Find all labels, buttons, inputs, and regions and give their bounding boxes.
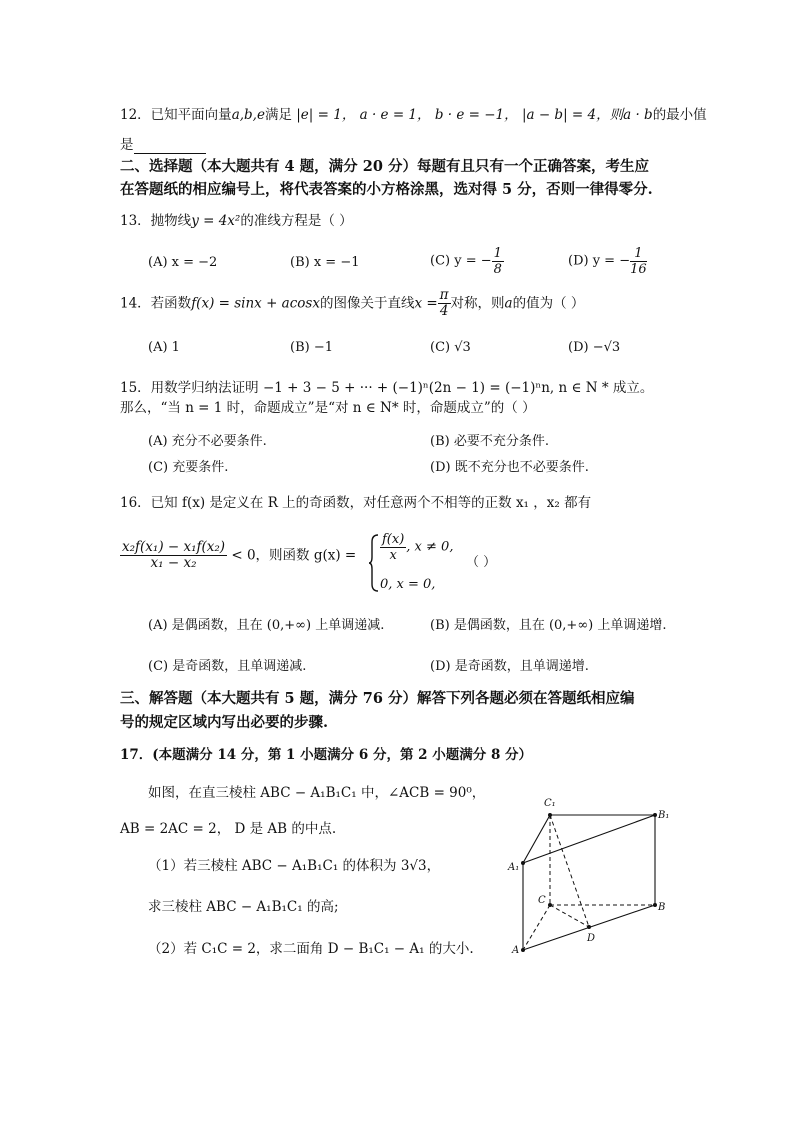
q14-line-x: x = bbox=[414, 295, 438, 312]
q12-tail: 的最小值 bbox=[652, 107, 707, 123]
vertex-b1 bbox=[653, 813, 657, 817]
label-a: A bbox=[512, 945, 520, 956]
q13-c-den: 8 bbox=[493, 262, 502, 277]
q12-satisfy: 满足 bbox=[264, 107, 292, 123]
q12-target: a · b bbox=[623, 107, 653, 123]
q13-c-num: 1 bbox=[493, 246, 502, 261]
piecewise-brace bbox=[368, 534, 380, 592]
q13-option-c bbox=[430, 246, 504, 277]
q17-part1b: 求三棱柱 ABC − A₁B₁C₁ 的高; bbox=[148, 899, 339, 915]
edge-c-a-hidden bbox=[523, 905, 550, 950]
q13-option-d-label: (D) y = − bbox=[568, 253, 631, 269]
vertex-a bbox=[521, 948, 525, 952]
answer-blank bbox=[134, 139, 206, 154]
q14-option-d: (D) −√3 bbox=[568, 340, 621, 355]
q16-case1-fraction bbox=[380, 532, 406, 563]
section3-line1: 三、解答题（本大题共有 5 题，满分 76 分）解答下列各题必须在答题纸相应编 bbox=[120, 690, 635, 707]
q13-stem bbox=[120, 212, 353, 230]
label-d: D bbox=[587, 933, 596, 944]
edge-c1-a1 bbox=[523, 815, 550, 863]
q13-option-a: (A) x = −2 bbox=[148, 255, 218, 270]
q16-condition bbox=[120, 540, 356, 571]
q14-func: f(x) = sinx + acosx bbox=[191, 295, 320, 312]
q12-prefix: 12．已知平面向量 bbox=[120, 107, 232, 123]
q17-given: AB = 2AC = 2， D 是 AB 的中点. bbox=[120, 821, 337, 837]
q16-paren: （ ） bbox=[466, 555, 497, 570]
q14-stem bbox=[120, 288, 584, 319]
q15-option-c: (C) 充要条件. bbox=[148, 460, 229, 475]
q13-d-den: 16 bbox=[630, 262, 647, 277]
q16-option-b: (B) 是偶函数，且在 (0,+∞) 上单调递增. bbox=[430, 618, 667, 633]
q16-option-d: (D) 是奇函数，且单调递增. bbox=[430, 659, 589, 674]
q14-pi-den: 4 bbox=[439, 303, 449, 319]
q13-option-c-label: (C) y = − bbox=[430, 253, 492, 269]
q15-line1: 15．用数学归纳法证明 −1 + 3 − 5 + ··· + (−1)ⁿ(2n − 1) = (−1)ⁿn, n ∈ N * 成立。 bbox=[120, 380, 654, 396]
q12-line2 bbox=[120, 136, 206, 154]
vertex-c bbox=[548, 903, 552, 907]
label-b: B bbox=[658, 902, 666, 913]
q16-case1-cond: , x ≠ 0, bbox=[406, 539, 454, 555]
q13-option-b: (B) x = −1 bbox=[290, 255, 360, 270]
q13-option-d bbox=[568, 246, 647, 277]
label-c1: C₁ bbox=[544, 798, 556, 809]
q14-pi-fraction bbox=[438, 288, 451, 319]
section2-line2: 在答题纸的相应编号上，将代表答案的小方格涂黑，选对得 5 分，否则一律得零分. bbox=[120, 181, 653, 198]
q17-intro: 如图，在直三棱柱 ABC − A₁B₁C₁ 中，∠ACB = 90⁰， bbox=[148, 785, 486, 801]
q13-suffix: 的准线方程是（ ） bbox=[240, 213, 353, 229]
q14-option-c: (C) √3 bbox=[430, 340, 471, 355]
q12-cond2: a · e = 1， bbox=[359, 107, 431, 123]
q16-option-a: (A) 是偶函数，且在 (0,+∞) 上单调递减. bbox=[148, 618, 385, 633]
edge-c1-d-hidden bbox=[550, 815, 589, 927]
section3-line2: 号的规定区域内写出必要的步骤. bbox=[120, 714, 329, 731]
q16-main-fraction bbox=[120, 540, 227, 571]
q13-option-c-fraction bbox=[492, 246, 504, 277]
q16-ineq: < 0，则函数 g(x) = bbox=[231, 547, 357, 564]
q13-prefix: 13．抛物线 bbox=[120, 213, 192, 229]
q16-case1-num: f(x) bbox=[382, 532, 405, 547]
q14-option-b: (B) −1 bbox=[290, 340, 333, 355]
q12-cond1: |e| = 1， bbox=[296, 107, 356, 123]
q17-header: 17．(本题满分 14 分，第 1 小题满分 6 分，第 2 小题满分 8 分） bbox=[120, 747, 533, 763]
q13-equation: y = 4x² bbox=[191, 213, 241, 229]
q17-part2: （2）若 C₁C = 2，求二面角 D − B₁C₁ − A₁ 的大小. bbox=[148, 941, 474, 957]
q16-line1: 16．已知 f(x) 是定义在 R 上的奇函数，对任意两个不相等的正数 x₁ ，x₂ 都有 bbox=[120, 495, 592, 511]
q12-line2-text: 是 bbox=[120, 137, 134, 153]
q16-frac-den: x₁ − x₂ bbox=[150, 555, 197, 571]
q16-case2: 0, x = 0, bbox=[380, 577, 436, 592]
edge-c-d-hidden bbox=[550, 905, 589, 927]
q14-end: 的值为（ ） bbox=[512, 295, 585, 312]
label-a1: A₁ bbox=[508, 862, 520, 873]
section2-line1: 二、选择题（本大题共有 4 题，满分 20 分）每题有且只有一个正确答案，考生应 bbox=[120, 158, 649, 175]
vertex-b bbox=[653, 903, 657, 907]
q14-mid: 的图像关于直线 bbox=[319, 295, 415, 312]
q12-cond3: b · e = −1， bbox=[434, 107, 518, 123]
q14-prefix: 14．若函数 bbox=[120, 295, 192, 312]
q17-part1a: （1）若三棱柱 ABC − A₁B₁C₁ 的体积为 3√3， bbox=[148, 858, 441, 874]
q15-option-d: (D) 既不充分也不必要条件. bbox=[430, 460, 589, 475]
q13-d-num: 1 bbox=[630, 246, 647, 262]
q12-line1 bbox=[120, 106, 707, 124]
q13-option-d-fraction bbox=[630, 246, 647, 277]
vertex-d bbox=[587, 925, 591, 929]
q15-line2: 那么，“当 n = 1 时，命题成立”是“对 n ∈ N* 时，命题成立”的（ ） bbox=[120, 400, 536, 416]
label-c: C bbox=[538, 895, 546, 906]
q16-frac-num: x₂f(x₁) − x₁f(x₂) bbox=[122, 539, 226, 555]
q16-case1-den: x bbox=[389, 548, 397, 563]
vertex-c1 bbox=[548, 813, 552, 817]
q15-option-a: (A) 充分不必要条件. bbox=[148, 434, 267, 449]
q16-option-c: (C) 是奇函数，且单调递减. bbox=[148, 659, 307, 674]
q16-case1 bbox=[380, 532, 453, 563]
edge-a1-b1 bbox=[523, 815, 655, 863]
q15-option-b: (B) 必要不充分条件. bbox=[430, 434, 549, 449]
q14-a-var: a bbox=[504, 295, 513, 312]
q14-suffix: 对称，则 bbox=[450, 295, 505, 312]
q12-vectors: a,b,e bbox=[231, 107, 265, 123]
q14-option-a: (A) 1 bbox=[148, 340, 180, 355]
q12-cond4: |a − b| = 4，则 bbox=[521, 107, 624, 123]
vertex-a1 bbox=[521, 861, 525, 865]
label-b1: B₁ bbox=[658, 810, 670, 821]
prism-figure bbox=[500, 790, 690, 965]
q14-pi-num: π bbox=[439, 287, 449, 303]
